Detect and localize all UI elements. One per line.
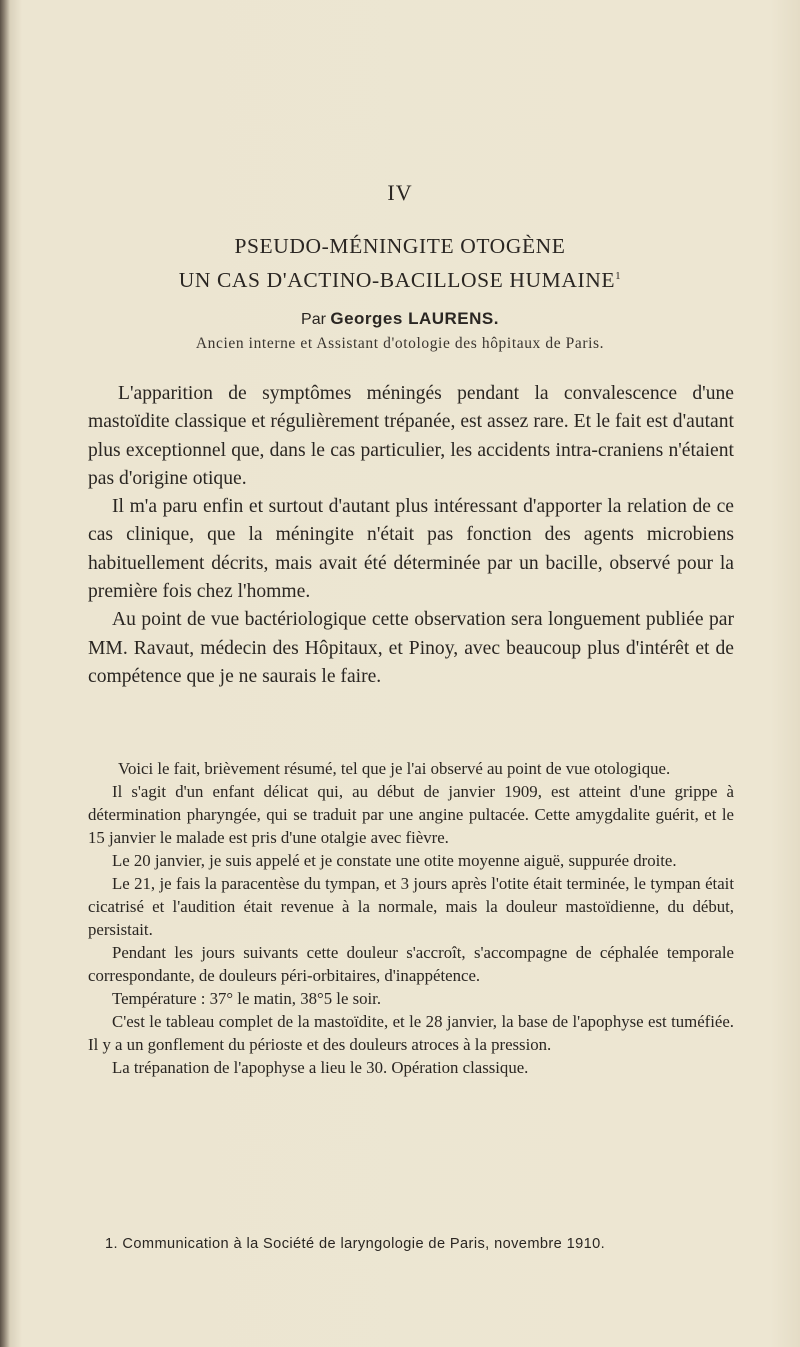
paragraph: Le 21, je fais la paracentèse du tympan, et 3 jours après l'otite était terminée, le tympan était cicatrisé et l'audition était revenue à la normale, mais la douleur mastoïdienne, du début, persistait. xyxy=(88,874,734,939)
byline xyxy=(0,309,800,329)
byline-prefix: Par xyxy=(301,311,326,328)
paragraph: Pendant les jours suivants cette douleur s'accroît, s'accompagne de céphalée temporale correspondante, de douleurs péri-orbitaires, d'inappétence. xyxy=(88,943,734,985)
footnote: 1. Communication à la Société de laryngologie de Paris, novembre 1910. xyxy=(105,1236,606,1252)
paragraph: Au point de vue bactériologique cette observation sera longuement publiée par MM. Ravaut, médecin des Hôpitaux, et Pinoy, avec beaucoup plus d'intérêt et de compétence que je ne saurais le faire. xyxy=(88,609,734,687)
paragraph: Il m'a paru enfin et surtout d'autant plus intéressant d'apporter la relation de ce cas clinique, que la méningite n'était pas fonction des agents microbiens habituellement décrits, mais avait été déterminée par un bacille, observé pour la première fois chez l'homme. xyxy=(88,496,734,603)
chapter-numeral: IV xyxy=(387,180,413,205)
paragraph: Température : 37° le matin, 38°5 le soir. xyxy=(112,989,382,1008)
paragraph: Il s'agit d'un enfant délicat qui, au début de janvier 1909, est atteint d'une grippe à détermination pharyngée, qui se traduit par une angine pultacée. Cette amygdalite guérit, et le 15 janvier le malade est pris d'une otalgie avec fièvre. xyxy=(88,782,734,847)
body-text-large xyxy=(88,380,734,691)
paragraph: C'est le tableau complet de la mastoïdite, et le 28 janvier, la base de l'apophyse est tuméfiée. Il y a un gonflement du périoste et des douleurs atroces à la pression. xyxy=(88,1012,734,1054)
title-line-2-text: UN CAS D'ACTINO-BACILLOSE HUMAINE xyxy=(178,268,616,292)
title-line-2 xyxy=(0,268,800,293)
footnote-marker: 1 xyxy=(615,269,622,282)
paragraph: Voici le fait, brièvement résumé, tel que je l'ai observé au point de vue otologique. xyxy=(118,759,671,778)
author-affiliation: Ancien interne et Assistant d'otologie des hôpitaux de Paris. xyxy=(195,335,605,352)
body-text-small xyxy=(88,757,734,1079)
paragraph: La trépanation de l'apophyse a lieu le 30. Opération classique. xyxy=(112,1058,529,1077)
paragraph: L'apparition de symptômes méningés pendant la convalescence d'une mastoïdite classique et régulièrement trépanée, est assez rare. Et le fait est d'autant plus exceptionnel que, dans le cas particulier, les accidents intra-craniens n'étaient pas d'origine otique. xyxy=(88,383,734,489)
title-line-1: PSEUDO-MÉNINGITE OTOGÈNE xyxy=(234,234,566,258)
paragraph: Le 20 janvier, je suis appelé et je constate une otite moyenne aiguë, suppurée droite. xyxy=(112,851,677,870)
author-name: Georges LAURENS. xyxy=(330,309,499,328)
